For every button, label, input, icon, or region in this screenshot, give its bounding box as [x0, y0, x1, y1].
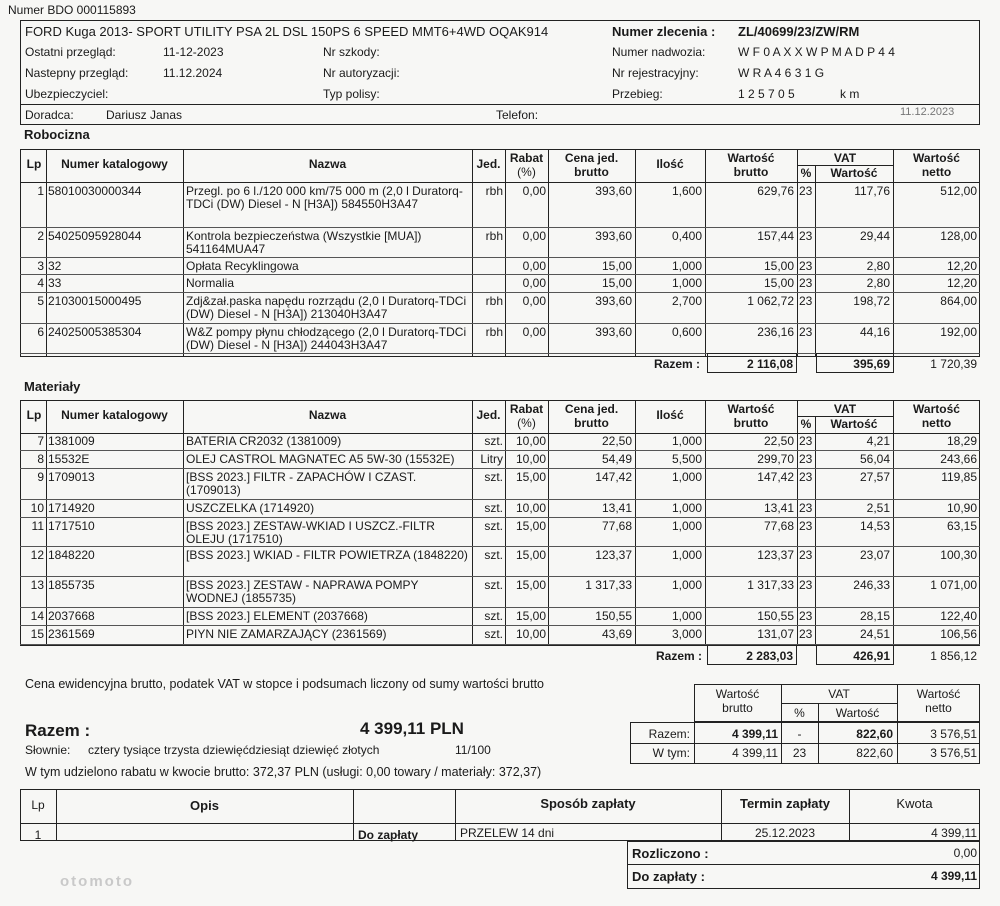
- row-unit-price: 150,55: [595, 609, 632, 623]
- row-gross-value: 131,07: [757, 627, 794, 641]
- row-unit: szt.: [484, 501, 503, 515]
- row-net-value: 100,30: [940, 548, 977, 562]
- row-separator: [20, 576, 980, 577]
- col-vat-value: Wartość: [830, 166, 878, 180]
- row-catalog-number: 2361569: [48, 627, 95, 641]
- col-net-2: netto: [921, 165, 952, 179]
- row-separator: [20, 257, 980, 258]
- row-quantity: 1,000: [671, 578, 702, 592]
- row-vat-value: 2,80: [866, 276, 890, 290]
- col-value-2: brutto: [733, 416, 769, 430]
- row-quantity: 0,600: [671, 325, 702, 339]
- col-divider: [353, 789, 354, 841]
- row-catalog-number: 15532E: [48, 452, 90, 466]
- row-vat-value: 198,72: [853, 294, 890, 308]
- row-catalog-number: 1714920: [48, 501, 95, 515]
- labor-total-label: Razem :: [654, 357, 701, 371]
- settlement-divider: [627, 864, 980, 865]
- row-quantity: 1,000: [671, 470, 702, 484]
- row-lp: 12: [30, 548, 44, 562]
- row-gross-value: 77,68: [763, 519, 794, 533]
- row-unit: szt.: [484, 548, 503, 562]
- col-vat-value: Wartość: [830, 417, 878, 431]
- pay-lp: 1: [34, 828, 42, 842]
- row-vat-pct: 23: [799, 452, 813, 466]
- row-name: USZCZELKA (1714920): [186, 501, 315, 515]
- row-catalog-number: 1717510: [48, 519, 95, 533]
- row-separator: [20, 607, 980, 608]
- col-net: Wartość: [913, 402, 960, 416]
- last-inspection-label: Ostatni przegląd:: [25, 45, 116, 59]
- row-lp: 10: [30, 501, 44, 515]
- row-unit: szt.: [484, 627, 503, 641]
- sum-row2-pct: 23: [792, 746, 807, 760]
- row-lp: 14: [30, 609, 44, 623]
- pay-col-desc: Opis: [190, 798, 219, 813]
- row-vat-value: 44,16: [859, 325, 890, 339]
- corner-date: 11.12.2023: [900, 106, 955, 118]
- row-unit: Litry: [480, 452, 503, 466]
- row-quantity: 1,600: [671, 184, 702, 198]
- row-gross-value: 15,00: [763, 259, 794, 273]
- row-discount: 15,00: [515, 519, 546, 533]
- row-net-value: 12,20: [946, 276, 977, 290]
- due-value: 4 399,11: [930, 869, 977, 883]
- row-unit-price: 147,42: [595, 470, 632, 484]
- row-discount: 0,00: [522, 259, 546, 273]
- col-catalog: Numer katalogowy: [61, 408, 168, 422]
- labor-header-bottom: [20, 182, 980, 183]
- grand-total-value: 4 399,11 PLN: [360, 719, 464, 738]
- row-discount: 0,00: [522, 229, 546, 243]
- row-net-value: 1 071,00: [930, 578, 977, 592]
- labor-total-gross: 2 116,08: [746, 357, 793, 371]
- registration-label: Nr rejestracyjny:: [612, 66, 699, 80]
- pay-method: PRZELEW 14 dni: [460, 826, 555, 840]
- sum-col-net: Wartość: [916, 687, 961, 701]
- row-lp: 2: [37, 229, 44, 243]
- row-vat-pct: 23: [799, 578, 813, 592]
- row-net-value: 106,56: [940, 627, 977, 641]
- row-net-value: 63,15: [946, 519, 977, 533]
- col-unit-price-2: brutto: [574, 165, 609, 179]
- row-name: Zdj&zał.paska napędu rozrządu (2,0 l Duratorq-TDCi (DW) Diesel - N [H3A]) 213040H3A47: [186, 294, 467, 321]
- col-unit-price: Cena jed.: [564, 402, 619, 416]
- row-vat-value: 117,76: [854, 184, 890, 198]
- row-name: [BSS 2023.] FILTR - ZAPACHÓW I CZAST. (1709013): [186, 470, 417, 497]
- row-catalog-number: 1848220: [48, 548, 95, 562]
- row-quantity: 0,400: [671, 229, 702, 243]
- sum-row2-net: 3 576,51: [930, 746, 977, 760]
- row-discount: 0,00: [522, 276, 546, 290]
- col-discount: Rabat: [509, 151, 544, 165]
- labor-total-vat: 395,69: [853, 357, 890, 371]
- row-lp: 6: [37, 325, 44, 339]
- row-lp: 4: [37, 276, 44, 290]
- row-unit-price: 15,00: [601, 276, 632, 290]
- col-qty: Ilość: [656, 408, 684, 422]
- row-net-value: 122,40: [940, 609, 977, 623]
- row-separator: [20, 625, 980, 626]
- materials-total-net: 1 856,12: [930, 649, 977, 663]
- due-label: Do zapłaty :: [632, 869, 705, 884]
- row-catalog-number: 32: [48, 259, 62, 273]
- row-unit: szt.: [484, 434, 503, 448]
- row-vat-value: 14,53: [859, 519, 890, 533]
- row-vat-pct: 23: [799, 627, 813, 641]
- sum-row1-vat: 822,60: [856, 727, 893, 741]
- row-unit: rbh: [485, 229, 503, 243]
- row-lp: 5: [37, 294, 44, 308]
- row-net-value: 864,00: [940, 294, 977, 308]
- row-vat-value: 27,57: [859, 470, 890, 484]
- authorization-number-label: Nr autoryzacji:: [323, 66, 400, 80]
- col-vat: VAT: [833, 151, 857, 165]
- row-vat-value: 28,15: [859, 609, 890, 623]
- row-unit-price: 393,60: [595, 229, 632, 243]
- row-name: PIYN NIE ZAMARZAJĄCY (2361569): [186, 627, 387, 641]
- row-unit-price: 15,00: [601, 259, 632, 273]
- row-quantity: 1,000: [671, 259, 702, 273]
- payment-header-bottom: [20, 823, 980, 824]
- row-discount: 0,00: [522, 325, 546, 339]
- row-quantity: 1,000: [671, 501, 702, 515]
- col-net-2: netto: [921, 416, 952, 430]
- col-divider: [183, 149, 184, 357]
- row-catalog-number: 24025005385304: [48, 325, 142, 339]
- pay-col-method: Sposób zapłaty: [540, 796, 636, 811]
- materials-total-label: Razem :: [656, 649, 703, 663]
- row-gross-value: 236,16: [757, 325, 794, 339]
- row-discount: 0,00: [522, 294, 546, 308]
- col-vat-pct: %: [800, 417, 812, 431]
- row-unit-price: 54,49: [601, 452, 632, 466]
- row-catalog-number: 54025095928044: [48, 229, 142, 243]
- col-value: Wartość: [727, 151, 775, 165]
- summary-row-divider: [630, 743, 980, 744]
- col-divider: [797, 149, 798, 357]
- row-vat-pct: 23: [799, 184, 813, 198]
- col-qty: Ilość: [656, 157, 684, 171]
- col-name: Nazwa: [308, 157, 347, 171]
- pay-term: 25.12.2023: [754, 826, 816, 840]
- grand-total-label: Razem :: [25, 721, 91, 740]
- row-net-value: 12,20: [946, 259, 977, 273]
- sum-col-gross: Wartość: [715, 687, 760, 701]
- col-divider: [183, 400, 184, 646]
- row-vat-pct: 23: [799, 470, 813, 484]
- header-divider: [20, 104, 980, 105]
- row-separator: [20, 274, 980, 275]
- row-vat-pct: 23: [799, 276, 813, 290]
- row-net-value: 10,90: [946, 501, 977, 515]
- row-quantity: 1,000: [671, 609, 702, 623]
- row-vat-value: 2,80: [866, 259, 890, 273]
- row-unit-price: 123,37: [595, 548, 632, 562]
- vehicle-description: FORD Kuga 2013- SPORT UTILITY PSA 2L DSL 150PS 6 SPEED MMT6+4WD OQAK914: [25, 24, 549, 39]
- row-vat-value: 2,51: [866, 501, 890, 515]
- col-divider: [46, 400, 47, 646]
- sum-row1-gross: 4 399,11: [731, 727, 778, 741]
- row-quantity: 2,700: [671, 294, 702, 308]
- row-gross-value: 629,76: [757, 184, 794, 198]
- row-vat-value: 4,21: [866, 434, 890, 448]
- row-gross-value: 150,55: [757, 609, 794, 623]
- row-discount: 15,00: [515, 578, 546, 592]
- row-gross-value: 15,00: [763, 276, 794, 290]
- row-separator: [20, 499, 980, 500]
- row-discount: 10,00: [515, 452, 546, 466]
- row-gross-value: 157,44: [757, 229, 794, 243]
- row-discount: 15,00: [515, 548, 546, 562]
- sum-row1-net: 3 576,51: [930, 727, 977, 741]
- insurer-label: Ubezpieczyciel:: [25, 87, 109, 101]
- sum-row2-gross: 4 399,11: [732, 746, 778, 760]
- row-gross-value: 147,42: [757, 470, 794, 484]
- col-divider: [46, 149, 47, 357]
- sum-row1-label: Razem:: [648, 727, 690, 741]
- otomoto-watermark: otomoto: [60, 873, 134, 890]
- row-name: [BSS 2023.] ELEMENT (2037668): [186, 609, 368, 623]
- row-quantity: 1,000: [671, 519, 702, 533]
- pay-col-amount: Kwota: [896, 796, 933, 811]
- row-lp: 1: [37, 184, 44, 198]
- row-separator: [20, 292, 980, 293]
- row-unit-price: 1 317,33: [585, 578, 632, 592]
- mileage-unit: k m: [840, 87, 860, 101]
- sum-col-gross-2: brutto: [722, 701, 753, 715]
- row-lp: 7: [37, 434, 44, 448]
- row-vat-value: 23,07: [859, 548, 890, 562]
- row-lp: 13: [30, 578, 44, 592]
- row-vat-pct: 23: [799, 548, 813, 562]
- row-quantity: 5,500: [671, 452, 702, 466]
- sum-col-vat-value: Wartość: [835, 706, 880, 720]
- row-unit: rbh: [485, 294, 503, 308]
- row-vat-value: 29,44: [859, 229, 890, 243]
- row-vat-pct: 23: [799, 229, 813, 243]
- row-vat-value: 56,04: [859, 452, 890, 466]
- row-unit: szt.: [484, 519, 503, 533]
- row-unit-price: 43,69: [601, 627, 632, 641]
- row-name: [BSS 2023.] ZESTAW - NAPRAWA POMPY WODNEJ (1855735): [186, 578, 419, 605]
- row-vat-pct: 23: [799, 259, 813, 273]
- amount-in-words: cztery tysiące trzysta dziewięćdziesiąt dziewięć złotych: [88, 743, 380, 757]
- row-separator: [20, 468, 980, 469]
- col-divider: [797, 400, 798, 646]
- row-lp: 15: [30, 627, 44, 641]
- vin-label: Numer nadwozia:: [612, 45, 706, 59]
- advisor-name: Dariusz Janas: [106, 108, 183, 122]
- row-lp: 8: [37, 452, 44, 466]
- row-net-value: 128,00: [940, 229, 977, 243]
- row-gross-value: 1 317,33: [747, 578, 794, 592]
- mileage-label: Przebieg:: [612, 87, 663, 101]
- pay-col-term: Termin zapłaty: [739, 796, 831, 811]
- col-unit-price: Cena jed.: [564, 151, 619, 165]
- row-separator: [20, 323, 980, 324]
- row-unit-price: 13,41: [601, 501, 632, 515]
- row-lp: 9: [37, 470, 44, 484]
- row-separator: [20, 546, 980, 547]
- row-name: Normalia: [186, 276, 235, 290]
- damage-number-label: Nr szkody:: [323, 45, 380, 59]
- order-number: ZL/40699/23/ZW/RM: [738, 24, 860, 39]
- sum-row1-pct: -: [797, 727, 802, 741]
- pay-col-lp: Lp: [31, 798, 45, 812]
- row-catalog-number: 1709013: [48, 470, 95, 484]
- row-separator: [20, 517, 980, 518]
- row-name: Kontrola bezpieczeństwa (Wszystkie [MUA]) 541164MUA47: [186, 229, 422, 256]
- labor-total-net: 1 720,39: [930, 357, 977, 371]
- row-name: [BSS 2023.] WKIAD - FILTR POWIETRZA (1848220): [186, 548, 468, 562]
- row-vat-pct: 23: [799, 294, 813, 308]
- sum-col-pct: %: [794, 706, 805, 720]
- labor-section-title: Robocizna: [24, 127, 90, 142]
- row-name: Opłata Recyklingowa: [186, 259, 299, 273]
- policy-type-label: Typ polisy:: [323, 87, 380, 101]
- pay-amount: 4 399,11: [931, 826, 977, 840]
- col-name: Nazwa: [308, 408, 347, 422]
- sum-col-net-2: netto: [925, 701, 952, 715]
- row-vat-value: 24,51: [859, 627, 890, 641]
- col-unit: Jed.: [476, 408, 501, 422]
- row-vat-pct: 23: [799, 519, 813, 533]
- row-unit: szt.: [484, 578, 503, 592]
- row-vat-pct: 23: [799, 434, 813, 448]
- row-discount: 15,00: [515, 609, 546, 623]
- row-quantity: 1,000: [671, 548, 702, 562]
- row-vat-pct: 23: [799, 325, 813, 339]
- vat-subheader-line: [781, 703, 897, 704]
- sum-col-vat: VAT: [828, 687, 850, 701]
- col-catalog: Numer katalogowy: [61, 157, 168, 171]
- row-unit: rbh: [485, 325, 503, 339]
- sum-row2-label: W tym:: [652, 746, 690, 760]
- row-vat-value: 246,33: [853, 578, 890, 592]
- row-name: W&Z pompy płynu chłodzącego (2,0 l Duratorq-TDCi (DW) Diesel - N [H3A]) 244043H3A47: [186, 325, 467, 352]
- col-value: Wartość: [727, 402, 775, 416]
- row-gross-value: 22,50: [763, 434, 794, 448]
- row-gross-value: 1 062,72: [747, 294, 794, 308]
- row-discount: 10,00: [515, 627, 546, 641]
- row-separator: [20, 450, 980, 451]
- col-discount-pct: (%): [517, 416, 536, 430]
- row-gross-value: 299,70: [757, 452, 794, 466]
- pay-desc: Do zapłaty: [358, 828, 419, 842]
- row-net-value: 18,29: [946, 434, 977, 448]
- row-lp: 3: [37, 259, 44, 273]
- col-discount: Rabat: [509, 402, 544, 416]
- col-vat: VAT: [833, 402, 857, 416]
- row-catalog-number: 58010030000344: [48, 184, 142, 198]
- settled-label: Rozliczono :: [632, 846, 709, 861]
- row-discount: 10,00: [515, 501, 546, 515]
- row-name: [BSS 2023.] ZESTAW-WKIAD I USZCZ.-FILTR OLEJU (1717510): [186, 519, 435, 546]
- row-discount: 15,00: [515, 470, 546, 484]
- row-gross-value: 13,41: [763, 501, 794, 515]
- row-catalog-number: 1855735: [48, 578, 95, 592]
- col-discount-pct: (%): [517, 165, 536, 179]
- row-unit-price: 22,50: [601, 434, 632, 448]
- amount-in-words-cents: 11/100: [455, 743, 491, 757]
- row-net-value: 512,00: [940, 184, 977, 198]
- row-unit-price: 393,60: [595, 184, 632, 198]
- row-quantity: 3,000: [671, 627, 702, 641]
- row-discount: 10,00: [515, 434, 546, 448]
- row-separator: [20, 227, 980, 228]
- row-unit: rbh: [485, 184, 503, 198]
- row-catalog-number: 2037668: [48, 609, 95, 623]
- row-vat-pct: 23: [799, 609, 813, 623]
- col-lp: Lp: [26, 408, 42, 422]
- row-catalog-number: 1381009: [48, 434, 95, 448]
- materials-total-gross: 2 283,03: [746, 649, 793, 663]
- row-name: BATERIA CR2032 (1381009): [186, 434, 342, 448]
- amount-in-words-label: Słownie:: [25, 743, 71, 757]
- col-unit: Jed.: [476, 157, 501, 171]
- registration-number: W R A 4 6 3 1 G: [738, 66, 825, 80]
- row-name: Przegl. po 6 l./120 000 km/75 000 m (2,0 l Duratorq-TDCi (DW) Diesel - N [H3A]) 584550H3A47: [186, 184, 463, 211]
- col-lp: Lp: [26, 157, 42, 171]
- row-catalog-number: 21030015000495: [48, 294, 142, 308]
- col-vat-pct: %: [800, 166, 812, 180]
- sum-row2-vat: 822,60: [856, 746, 893, 760]
- col-net: Wartość: [913, 151, 960, 165]
- mileage-value: 1 2 5 7 0 5: [738, 87, 795, 101]
- row-net-value: 192,00: [940, 325, 977, 339]
- materials-total-vat: 426,91: [853, 649, 890, 663]
- row-name: OLEJ CASTROL MAGNATEC A5 5W-30 (15532E): [186, 452, 455, 466]
- row-net-value: 119,85: [941, 470, 977, 484]
- settled-value: 0,00: [953, 846, 977, 860]
- col-unit-price-2: brutto: [574, 416, 609, 430]
- phone-label: Telefon:: [496, 108, 539, 122]
- order-number-label: Numer zlecenia :: [612, 24, 716, 39]
- row-quantity: 1,000: [671, 434, 702, 448]
- row-vat-pct: 23: [799, 501, 813, 515]
- row-unit-price: 77,68: [601, 519, 632, 533]
- row-discount: 0,00: [522, 184, 546, 198]
- vin-number: W F 0 A X X W P M A D P 4 4: [738, 45, 895, 59]
- row-lp: 11: [31, 519, 44, 533]
- row-unit-price: 393,60: [595, 325, 632, 339]
- row-unit-price: 393,60: [595, 294, 632, 308]
- price-note: Cena ewidencyjna brutto, podatek VAT w stopce i podsumach liczony od sumy wartości brutto: [25, 677, 545, 691]
- row-quantity: 1,000: [671, 276, 702, 290]
- discount-info: W tym udzielono rabatu w kwocie brutto: 372,37 PLN (usługi: 0,00 towary / materiały: 372,37): [25, 765, 542, 779]
- next-inspection-label: Nastepny przegląd:: [25, 66, 129, 80]
- col-divider: [56, 789, 57, 841]
- next-inspection-date: 11.12.2024: [163, 66, 223, 80]
- row-unit: szt.: [484, 470, 503, 484]
- row-gross-value: 123,37: [757, 548, 794, 562]
- advisor-label: Doradca:: [25, 108, 74, 122]
- row-unit: szt.: [484, 609, 503, 623]
- row-net-value: 243,66: [940, 452, 977, 466]
- bdo-number: Numer BDO 000115893: [8, 3, 136, 17]
- materials-section-title: Materiały: [24, 379, 81, 394]
- row-catalog-number: 33: [48, 276, 62, 290]
- last-inspection-date: 11-12-2023: [163, 45, 224, 59]
- col-value-2: brutto: [733, 165, 769, 179]
